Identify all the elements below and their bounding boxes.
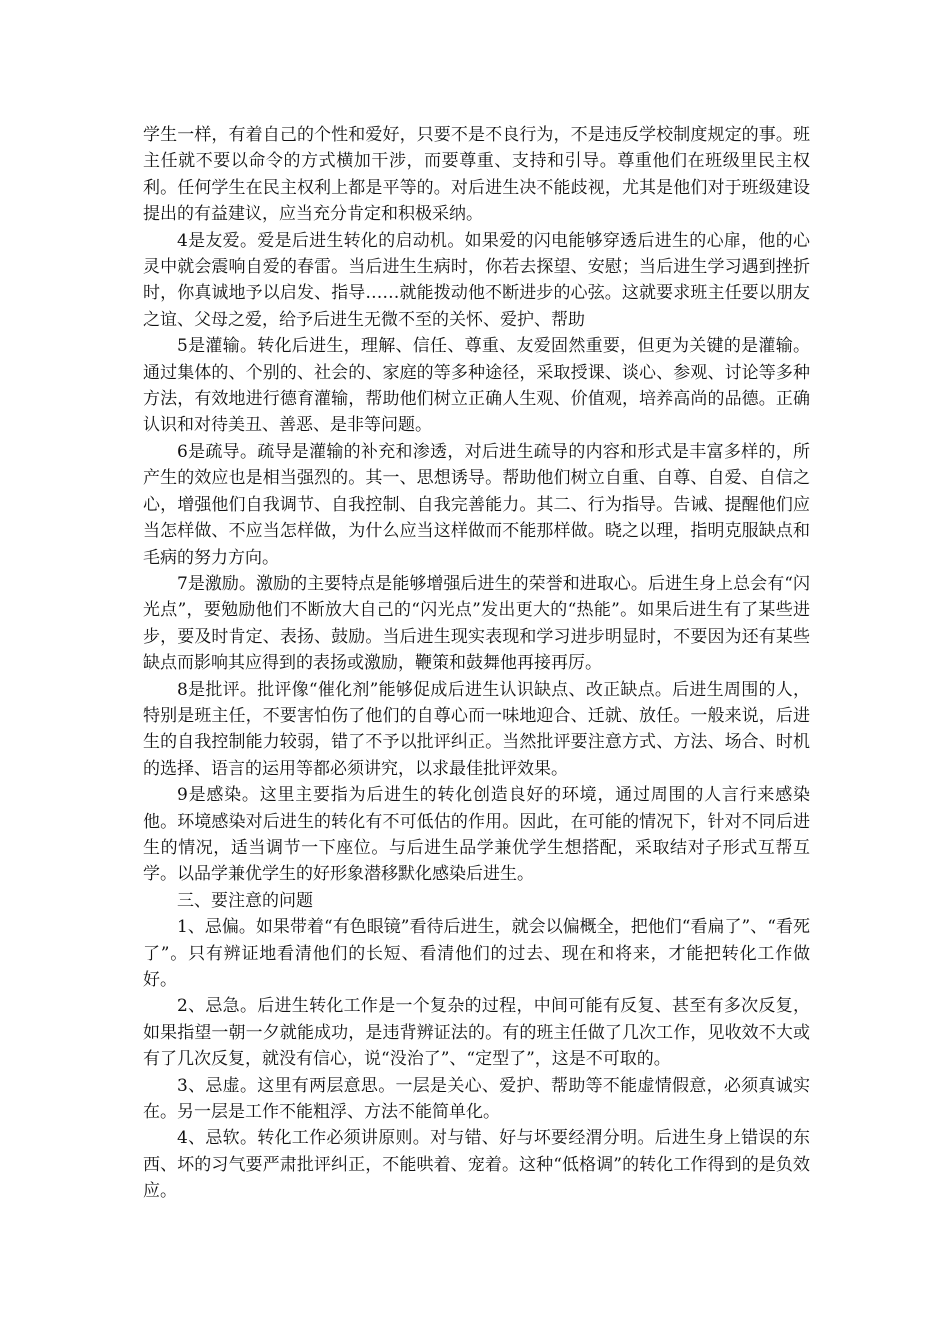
paragraph-continuation: 学生一样，有着自己的个性和爱好，只要不是不良行为，不是违反学校制度规定的事。班主任就不要以命令的方式横加干涉，而要尊重、支持和引导。尊重他们在班级里民主权利。任何学生在民主权利上都是平等的。对后进生决不能歧视，尤其是他们对于班级建设提出的有益建议，应当充分肯定和积极采纳。 (143, 125, 810, 225)
paragraph-point-5-instilling: 5是灌输。转化后进生，理解、信任、尊重、友爱固然重要，但更为关键的是灌输。通过集体的、个别的、社会的、家庭的等多种途径，采取授课、谈心、参观、讨论等多种方法，有效地进行德育灌输，帮助他们树立正确人生观、价值观，培养高尚的品德。正确认识和对待美丑、善恶、是非等问题。 (143, 336, 810, 436)
document-body (143, 122, 810, 1205)
paragraph-avoid-haste: 2、忌急。后进生转化工作是一个复杂的过程，中间可能有反复、甚至有多次反复，如果指望一朝一夕就能成功，是违背辨证法的。有的班主任做了几次工作，见收效不大或有了几次反复，就没有信心，说“没治了”、“定型了”，这是不可取的。 (143, 996, 810, 1070)
paragraph-point-6-guidance: 6是疏导。疏导是灌输的补充和渗透，对后进生疏导的内容和形式是丰富多样的，所产生的效应也是相当强烈的。其一、思想诱导。帮助他们树立自重、自尊、自爱、自信之心，增强他们自我调节、自我控制、自我完善能力。其二、行为指导。告诫、提醒他们应当怎样做、不应当怎样做，为什么应当这样做而不能那样做。晓之以理，指明克服缺点和毛病的努力方向。 (143, 441, 810, 568)
paragraph-avoid-bias: 1、忌偏。如果带着“有色眼镜”看待后进生，就会以偏概全，把他们“看扁了”、“看死了”。只有辨证地看清他们的长短、看清他们的过去、现在和将来，才能把转化工作做好。 (143, 917, 810, 990)
paragraph-point-4-friendship: 4是友爱。爱是后进生转化的启动机。如果爱的闪电能够穿透后进生的心扉，他的心灵中就会震响自爱的春雷。当后进生生病时，你若去探望、安慰；当后进生学习遇到挫折时，你真诚地予以启发、指导……就能拨动他不断进步的心弦。这就要求班主任要以朋友之谊、父母之爱，给予后进生无微不至的关怀、爱护、帮助 (143, 230, 810, 330)
paragraph-avoid-softness: 4、忌软。转化工作必须讲原则。对与错、好与坏要经渭分明。后进生身上错误的东西、坏的习气要严肃批评纠正，不能哄着、宠着。这种“低格调”的转化工作得到的是负效应。 (143, 1128, 810, 1202)
paragraph-point-8-criticism: 8是批评。批评像“催化剂”能够促成后进生认识缺点、改正缺点。后进生周围的人，特别是班主任，不要害怕伤了他们的自尊心而一味地迎合、迁就、放任。一般来说，后进生的自我控制能力较弱，错了不予以批评纠正。当然批评要注意方式、方法、场合、时机的选择、语言的运用等都必须讲究，以求最佳批评效果。 (143, 679, 810, 779)
paragraph-point-7-encouragement: 7是激励。激励的主要特点是能够增强后进生的荣誉和进取心。后进生身上总会有“闪光点”，要勉励他们不断放大自己的“闪光点”发出更大的“热能”。如果后进生有了某些进步，要及时肯定、表扬、鼓励。当后进生现实表现和学习进步明显时，不要因为还有某些缺点而影响其应得到的表扬或激励，鞭策和鼓舞他再接再厉。 (143, 573, 810, 674)
paragraph-avoid-falseness: 3、忌虚。这里有两层意思。一层是关心、爱护、帮助等不能虚情假意，必须真诚实在。另一层是工作不能粗浮、方法不能简单化。 (143, 1075, 810, 1123)
paragraph-point-9-influence: 9是感染。这里主要指为后进生的转化创造良好的环境，通过周围的人言行来感染他。环境感染对后进生的转化有不可低估的作用。因此，在可能的情况下，针对不同后进生的情况，适当调节一下座位。与后进生品学兼优学生想搭配，采取结对子形式互帮互学。以品学兼优学生的好形象潜移默化感染后进生。 (143, 785, 810, 885)
section-heading-notes: 三、要注意的问题 (177, 890, 313, 911)
